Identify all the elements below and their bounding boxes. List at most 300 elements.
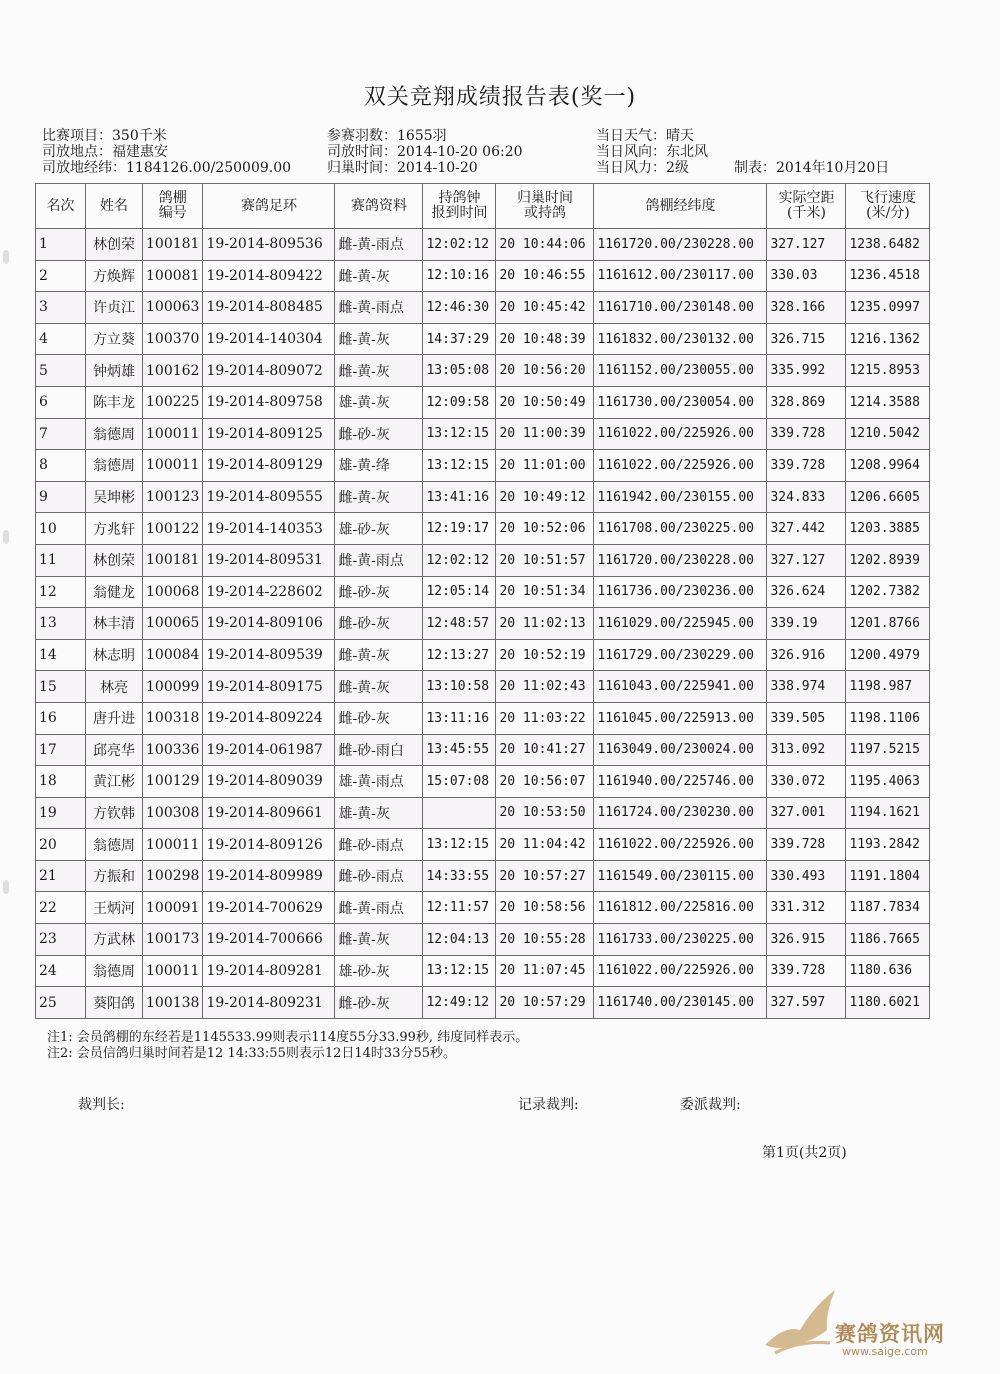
table-row — [36, 924, 930, 956]
cell-clock-time: 14:33:55 — [423, 860, 496, 892]
meta-entry-count: 参赛羽数：1655羽 — [327, 128, 447, 144]
cell-ring: 19-2014-809125 — [203, 418, 335, 450]
table-row — [36, 639, 930, 671]
cell-ring: 19-2014-809531 — [203, 544, 335, 576]
cell-name: 翁德周 — [86, 418, 143, 450]
record-judge-label: 记录裁判: — [518, 1097, 579, 1113]
cell-name: 方振和 — [86, 860, 143, 892]
table-row — [36, 513, 930, 545]
cell-loft-coords: 1161724.00/230230.00 — [594, 797, 767, 829]
cell-loft-id: 100173 — [143, 924, 203, 956]
cell-return-time: 20 10:57:29 — [496, 987, 594, 1019]
table-body — [36, 229, 930, 1019]
cell-ring: 19-2014-809281 — [203, 955, 335, 987]
cell-loft-coords: 1161733.00/230225.00 — [594, 924, 767, 956]
cell-ring: 19-2014-809422 — [203, 260, 335, 292]
cell-rank: 15 — [36, 671, 86, 703]
cell-rank: 24 — [36, 955, 86, 987]
table-row — [36, 671, 930, 703]
cell-bird-info: 雌-砂-灰 — [335, 576, 423, 608]
cell-rank: 25 — [36, 987, 86, 1019]
cell-loft-id: 100011 — [143, 450, 203, 482]
binder-hole-mark — [3, 530, 9, 544]
cell-return-time: 20 10:52:19 — [496, 639, 594, 671]
page-number: 第1页(共2页) — [762, 1145, 847, 1161]
cell-ring: 19-2014-809129 — [203, 450, 335, 482]
table-row — [36, 386, 930, 418]
table-row — [36, 418, 930, 450]
table-row — [36, 481, 930, 513]
cell-loft-coords: 1161942.00/230155.00 — [594, 481, 767, 513]
cell-loft-coords: 1161045.00/225913.00 — [594, 702, 767, 734]
cell-rank: 1 — [36, 229, 86, 261]
cell-name: 吴坤彬 — [86, 481, 143, 513]
cell-clock-time: 12:49:12 — [423, 987, 496, 1019]
cell-return-time: 20 11:01:00 — [496, 450, 594, 482]
cell-distance: 326.916 — [767, 639, 846, 671]
cell-loft-coords: 1161940.00/225746.00 — [594, 766, 767, 798]
meta-release-place: 司放地点：福建惠安 — [42, 144, 168, 160]
cell-speed: 1210.5042 — [846, 418, 930, 450]
cell-return-time: 20 11:00:39 — [496, 418, 594, 450]
cell-speed: 1206.6605 — [846, 481, 930, 513]
cell-loft-id: 100122 — [143, 513, 203, 545]
cell-clock-time: 15:07:08 — [423, 766, 496, 798]
cell-name: 方立葵 — [86, 323, 143, 355]
cell-bird-info: 雌-黄-灰 — [335, 639, 423, 671]
table-row — [36, 702, 930, 734]
cell-return-time: 20 10:46:55 — [496, 260, 594, 292]
cell-ring: 19-2014-809661 — [203, 797, 335, 829]
cell-loft-coords: 1161740.00/230145.00 — [594, 987, 767, 1019]
cell-ring: 19-2014-808485 — [203, 292, 335, 324]
cell-ring: 19-2014-700666 — [203, 924, 335, 956]
cell-distance: 328.166 — [767, 292, 846, 324]
cell-speed: 1216.1362 — [846, 323, 930, 355]
cell-bird-info: 雄-黄-雨点 — [335, 766, 423, 798]
cell-bird-info: 雌-黄-雨点 — [335, 892, 423, 924]
cell-speed: 1238.6482 — [846, 229, 930, 261]
cell-bird-info: 雌-砂-灰 — [335, 418, 423, 450]
cell-name: 林亮 — [86, 671, 143, 703]
table-row — [36, 544, 930, 576]
watermark-text: 赛鸽资讯网 — [835, 1322, 945, 1346]
cell-loft-coords: 1161612.00/230117.00 — [594, 260, 767, 292]
cell-loft-id: 100162 — [143, 355, 203, 387]
cell-ring: 19-2014-140304 — [203, 323, 335, 355]
cell-ring: 19-2014-809126 — [203, 829, 335, 861]
cell-clock-time: 13:11:16 — [423, 702, 496, 734]
cell-ring: 19-2014-700629 — [203, 892, 335, 924]
cell-clock-time: 13:10:58 — [423, 671, 496, 703]
cell-loft-id: 100181 — [143, 229, 203, 261]
cell-loft-coords: 1161022.00/225926.00 — [594, 829, 767, 861]
column-header-clock-time: 持鸽钟 报到时间 — [423, 184, 496, 229]
cell-name: 林丰清 — [86, 608, 143, 640]
cell-loft-coords: 1161152.00/230055.00 — [594, 355, 767, 387]
watermark-url: www.saige.com — [842, 1345, 928, 1358]
cell-rank: 17 — [36, 734, 86, 766]
footnote-1: 注1: 会员鸽棚的东经若是1145533.99则表示114度55分33.99秒, 纬度同样表示。 — [47, 1030, 529, 1045]
cell-distance: 327.127 — [767, 544, 846, 576]
cell-bird-info: 雄-砂-灰 — [335, 955, 423, 987]
cell-loft-id: 100011 — [143, 418, 203, 450]
cell-rank: 11 — [36, 544, 86, 576]
table-row — [36, 576, 930, 608]
column-header-bird-info: 赛鸽资料 — [335, 184, 423, 229]
meta-release-coords: 司放地经纬：1184126.00/250009.00 — [42, 160, 292, 176]
cell-return-time: 20 10:49:12 — [496, 481, 594, 513]
meta-left — [42, 128, 291, 176]
cell-rank: 7 — [36, 418, 86, 450]
cell-distance: 326.715 — [767, 323, 846, 355]
cell-distance: 327.127 — [767, 229, 846, 261]
cell-loft-id: 100318 — [143, 702, 203, 734]
cell-return-time: 20 10:41:27 — [496, 734, 594, 766]
table-row — [36, 829, 930, 861]
cell-name: 林创荣 — [86, 229, 143, 261]
cell-distance: 339.728 — [767, 829, 846, 861]
cell-loft-coords: 1161720.00/230228.00 — [594, 229, 767, 261]
column-header-speed: 飞行速度 (米/分) — [846, 184, 930, 229]
cell-loft-coords: 1161736.00/230236.00 — [594, 576, 767, 608]
table-row — [36, 860, 930, 892]
table-row — [36, 292, 930, 324]
cell-speed: 1195.4063 — [846, 766, 930, 798]
cell-rank: 16 — [36, 702, 86, 734]
cell-name: 葵阳鸽 — [86, 987, 143, 1019]
footnotes — [47, 1030, 528, 1062]
cell-bird-info: 雌-黄-雨点 — [335, 544, 423, 576]
cell-loft-id: 100065 — [143, 608, 203, 640]
cell-clock-time: 12:46:30 — [423, 292, 496, 324]
column-header-return-time: 归巢时间 或持鸽 — [496, 184, 594, 229]
cell-ring: 19-2014-140353 — [203, 513, 335, 545]
cell-loft-coords: 1161729.00/230229.00 — [594, 639, 767, 671]
cell-loft-id: 100138 — [143, 987, 203, 1019]
cell-ring: 19-2014-061987 — [203, 734, 335, 766]
cell-clock-time: 14:37:29 — [423, 323, 496, 355]
cell-loft-coords: 1161022.00/225926.00 — [594, 955, 767, 987]
cell-ring: 19-2014-809072 — [203, 355, 335, 387]
cell-distance: 313.092 — [767, 734, 846, 766]
cell-loft-id: 100011 — [143, 955, 203, 987]
cell-speed: 1191.1804 — [846, 860, 930, 892]
cell-rank: 18 — [36, 766, 86, 798]
cell-name: 翁德周 — [86, 450, 143, 482]
table-row — [36, 229, 930, 261]
cell-distance: 339.728 — [767, 955, 846, 987]
cell-clock-time: 13:12:15 — [423, 955, 496, 987]
cell-bird-info: 雌-砂-雨白 — [335, 734, 423, 766]
cell-bird-info: 雄-黄-灰 — [335, 797, 423, 829]
cell-rank: 23 — [36, 924, 86, 956]
cell-speed: 1194.1621 — [846, 797, 930, 829]
cell-speed: 1197.5215 — [846, 734, 930, 766]
cell-name: 方钦韩 — [86, 797, 143, 829]
cell-ring: 19-2014-809555 — [203, 481, 335, 513]
cell-ring: 19-2014-809539 — [203, 639, 335, 671]
cell-loft-id: 100099 — [143, 671, 203, 703]
cell-loft-coords: 1163049.00/230024.00 — [594, 734, 767, 766]
cell-speed: 1180.636 — [846, 955, 930, 987]
meta-mid — [327, 128, 523, 176]
cell-distance: 327.001 — [767, 797, 846, 829]
cell-rank: 10 — [36, 513, 86, 545]
cell-clock-time: 13:05:08 — [423, 355, 496, 387]
table-row — [36, 323, 930, 355]
cell-ring: 19-2014-809758 — [203, 386, 335, 418]
table-row — [36, 892, 930, 924]
cell-return-time: 20 10:51:57 — [496, 544, 594, 576]
cell-speed: 1214.3588 — [846, 386, 930, 418]
cell-return-time: 20 10:56:20 — [496, 355, 594, 387]
cell-distance: 338.974 — [767, 671, 846, 703]
cell-clock-time: 12:05:14 — [423, 576, 496, 608]
cell-rank: 12 — [36, 576, 86, 608]
meta-return-time: 归巢时间：2014-10-20 — [327, 160, 478, 176]
cell-bird-info: 雌-砂-灰 — [335, 987, 423, 1019]
cell-clock-time: 12:11:57 — [423, 892, 496, 924]
table-row — [36, 734, 930, 766]
cell-speed: 1187.7834 — [846, 892, 930, 924]
cell-clock-time: 13:41:16 — [423, 481, 496, 513]
cell-rank: 3 — [36, 292, 86, 324]
cell-bird-info: 雌-黄-灰 — [335, 671, 423, 703]
cell-clock-time: 13:12:15 — [423, 829, 496, 861]
cell-return-time: 20 10:50:49 — [496, 386, 594, 418]
cell-clock-time: 12:19:17 — [423, 513, 496, 545]
cell-return-time: 20 10:55:28 — [496, 924, 594, 956]
cell-ring: 19-2014-809989 — [203, 860, 335, 892]
cell-name: 方焕辉 — [86, 260, 143, 292]
cell-return-time: 20 11:02:13 — [496, 608, 594, 640]
cell-ring: 19-2014-809175 — [203, 671, 335, 703]
cell-distance: 326.915 — [767, 924, 846, 956]
cell-name: 林创荣 — [86, 544, 143, 576]
cell-speed: 1201.8766 — [846, 608, 930, 640]
cell-bird-info: 雌-黄-灰 — [335, 323, 423, 355]
cell-distance: 327.597 — [767, 987, 846, 1019]
cell-loft-id: 100129 — [143, 766, 203, 798]
cell-return-time: 20 10:53:50 — [496, 797, 594, 829]
cell-rank: 14 — [36, 639, 86, 671]
cell-speed: 1235.0997 — [846, 292, 930, 324]
column-header-distance: 实际空距 (千米) — [767, 184, 846, 229]
cell-speed: 1202.8939 — [846, 544, 930, 576]
cell-rank: 22 — [36, 892, 86, 924]
cell-loft-id: 100225 — [143, 386, 203, 418]
cell-rank: 5 — [36, 355, 86, 387]
cell-loft-id: 100091 — [143, 892, 203, 924]
table-row — [36, 766, 930, 798]
cell-clock-time: 12:13:27 — [423, 639, 496, 671]
cell-speed: 1198.987 — [846, 671, 930, 703]
cell-clock-time: 13:45:55 — [423, 734, 496, 766]
cell-return-time: 20 11:02:43 — [496, 671, 594, 703]
report-title: 双关竞翔成绩报告表(奖一) — [363, 85, 637, 110]
cell-speed: 1198.1106 — [846, 702, 930, 734]
table-row — [36, 260, 930, 292]
table-row — [36, 987, 930, 1019]
cell-name: 翁德周 — [86, 829, 143, 861]
cell-distance: 327.442 — [767, 513, 846, 545]
meta-right — [596, 128, 708, 176]
table-row — [36, 450, 930, 482]
cell-clock-time: 12:02:12 — [423, 544, 496, 576]
cell-loft-id: 100063 — [143, 292, 203, 324]
cell-loft-coords: 1161022.00/225926.00 — [594, 418, 767, 450]
cell-speed: 1180.6021 — [846, 987, 930, 1019]
cell-loft-coords: 1161029.00/225945.00 — [594, 608, 767, 640]
cell-loft-id: 100068 — [143, 576, 203, 608]
results-table — [35, 183, 930, 1019]
cell-ring: 19-2014-809536 — [203, 229, 335, 261]
cell-bird-info: 雄-黄-灰 — [335, 386, 423, 418]
column-header-loft-id: 鸽棚 编号 — [143, 184, 203, 229]
cell-clock-time: 13:12:15 — [423, 450, 496, 482]
binder-hole-mark — [3, 250, 9, 264]
cell-distance: 335.992 — [767, 355, 846, 387]
cell-clock-time — [423, 797, 496, 829]
cell-name: 翁健龙 — [86, 576, 143, 608]
cell-rank: 6 — [36, 386, 86, 418]
cell-name: 王炳河 — [86, 892, 143, 924]
cell-rank: 2 — [36, 260, 86, 292]
cell-name: 林志明 — [86, 639, 143, 671]
cell-speed: 1215.8953 — [846, 355, 930, 387]
cell-name: 唐升进 — [86, 702, 143, 734]
cell-rank: 20 — [36, 829, 86, 861]
binder-hole-mark — [3, 880, 9, 894]
cell-loft-coords: 1161022.00/225926.00 — [594, 450, 767, 482]
meta-race-item: 比赛项目：350千米 — [42, 128, 167, 144]
cell-bird-info: 雌-黄-雨点 — [335, 229, 423, 261]
cell-distance: 328.869 — [767, 386, 846, 418]
cell-loft-coords: 1161549.00/230115.00 — [594, 860, 767, 892]
meta-wind-direction: 当日风向：东北风 — [596, 144, 708, 160]
column-header-name: 姓名 — [86, 184, 143, 229]
cell-bird-info: 雌-砂-雨点 — [335, 860, 423, 892]
cell-bird-info: 雄-黄-绛 — [335, 450, 423, 482]
cell-loft-coords: 1161720.00/230228.00 — [594, 544, 767, 576]
cell-return-time: 20 11:03:22 — [496, 702, 594, 734]
cell-name: 钟炳雄 — [86, 355, 143, 387]
cell-distance: 331.312 — [767, 892, 846, 924]
cell-distance: 330.03 — [767, 260, 846, 292]
cell-loft-coords: 1161708.00/230225.00 — [594, 513, 767, 545]
cell-bird-info: 雌-黄-灰 — [335, 260, 423, 292]
assigned-judge-label: 委派裁判: — [680, 1097, 741, 1113]
cell-distance: 339.505 — [767, 702, 846, 734]
cell-name: 翁德周 — [86, 955, 143, 987]
cell-speed: 1203.3885 — [846, 513, 930, 545]
cell-name: 方武林 — [86, 924, 143, 956]
cell-distance: 339.728 — [767, 418, 846, 450]
meta-release-time: 司放时间：2014-10-20 06:20 — [327, 144, 523, 160]
cell-return-time: 20 10:48:39 — [496, 323, 594, 355]
cell-ring: 19-2014-809231 — [203, 987, 335, 1019]
cell-bird-info: 雌-黄-雨点 — [335, 292, 423, 324]
cell-loft-coords: 1161730.00/230054.00 — [594, 386, 767, 418]
cell-name: 许贞江 — [86, 292, 143, 324]
cell-bird-info: 雌-砂-雨点 — [335, 829, 423, 861]
cell-distance: 330.072 — [767, 766, 846, 798]
cell-speed: 1193.2842 — [846, 829, 930, 861]
cell-bird-info: 雌-黄-灰 — [335, 481, 423, 513]
cell-rank: 8 — [36, 450, 86, 482]
cell-speed: 1186.7665 — [846, 924, 930, 956]
cell-distance: 326.624 — [767, 576, 846, 608]
cell-clock-time: 12:02:12 — [423, 229, 496, 261]
cell-bird-info: 雌-砂-灰 — [335, 702, 423, 734]
cell-ring: 19-2014-809106 — [203, 608, 335, 640]
cell-rank: 13 — [36, 608, 86, 640]
table-row — [36, 955, 930, 987]
cell-loft-coords: 1161832.00/230132.00 — [594, 323, 767, 355]
cell-bird-info: 雌-黄-灰 — [335, 355, 423, 387]
cell-name: 黄江彬 — [86, 766, 143, 798]
meta-made-by: 制表：2014年10月20日 — [734, 160, 890, 176]
cell-rank: 21 — [36, 860, 86, 892]
chief-judge-label: 裁判长: — [78, 1097, 125, 1113]
cell-return-time: 20 10:57:27 — [496, 860, 594, 892]
cell-speed: 1236.4518 — [846, 260, 930, 292]
table-row — [36, 608, 930, 640]
table-row — [36, 797, 930, 829]
cell-return-time: 20 10:52:06 — [496, 513, 594, 545]
cell-distance: 330.493 — [767, 860, 846, 892]
cell-return-time: 20 10:51:34 — [496, 576, 594, 608]
cell-loft-id: 100298 — [143, 860, 203, 892]
cell-return-time: 20 11:07:45 — [496, 955, 594, 987]
cell-rank: 4 — [36, 323, 86, 355]
cell-return-time: 20 10:45:42 — [496, 292, 594, 324]
cell-loft-id: 100011 — [143, 829, 203, 861]
cell-ring: 19-2014-228602 — [203, 576, 335, 608]
cell-loft-id: 100181 — [143, 544, 203, 576]
cell-clock-time: 13:12:15 — [423, 418, 496, 450]
cell-rank: 9 — [36, 481, 86, 513]
cell-ring: 19-2014-809039 — [203, 766, 335, 798]
cell-loft-id: 100336 — [143, 734, 203, 766]
cell-loft-id: 100081 — [143, 260, 203, 292]
cell-loft-id: 100084 — [143, 639, 203, 671]
cell-distance: 339.19 — [767, 608, 846, 640]
footnote-2: 注2: 会员信鸽归巢时间若是12 14:33:55则表示12日14时33分55秒。 — [47, 1046, 457, 1061]
cell-speed: 1200.4979 — [846, 639, 930, 671]
meta-wind-force: 当日风力：2级 — [596, 160, 689, 176]
cell-rank: 19 — [36, 797, 86, 829]
meta-weather: 当日天气：晴天 — [596, 128, 694, 144]
cell-bird-info: 雄-砂-灰 — [335, 513, 423, 545]
cell-loft-coords: 1161812.00/225816.00 — [594, 892, 767, 924]
cell-bird-info: 雌-黄-灰 — [335, 924, 423, 956]
cell-name: 邱亮华 — [86, 734, 143, 766]
cell-return-time: 20 10:56:07 — [496, 766, 594, 798]
column-header-loft-coords: 鸽棚经纬度 — [594, 184, 767, 229]
table-row — [36, 355, 930, 387]
cell-return-time: 20 10:58:56 — [496, 892, 594, 924]
cell-loft-id: 100123 — [143, 481, 203, 513]
cell-loft-id: 100308 — [143, 797, 203, 829]
cell-return-time: 20 11:04:42 — [496, 829, 594, 861]
cell-speed: 1208.9964 — [846, 450, 930, 482]
cell-clock-time: 12:04:13 — [423, 924, 496, 956]
cell-return-time: 20 10:44:06 — [496, 229, 594, 261]
table-header-row — [36, 184, 930, 229]
cell-name: 方兆轩 — [86, 513, 143, 545]
